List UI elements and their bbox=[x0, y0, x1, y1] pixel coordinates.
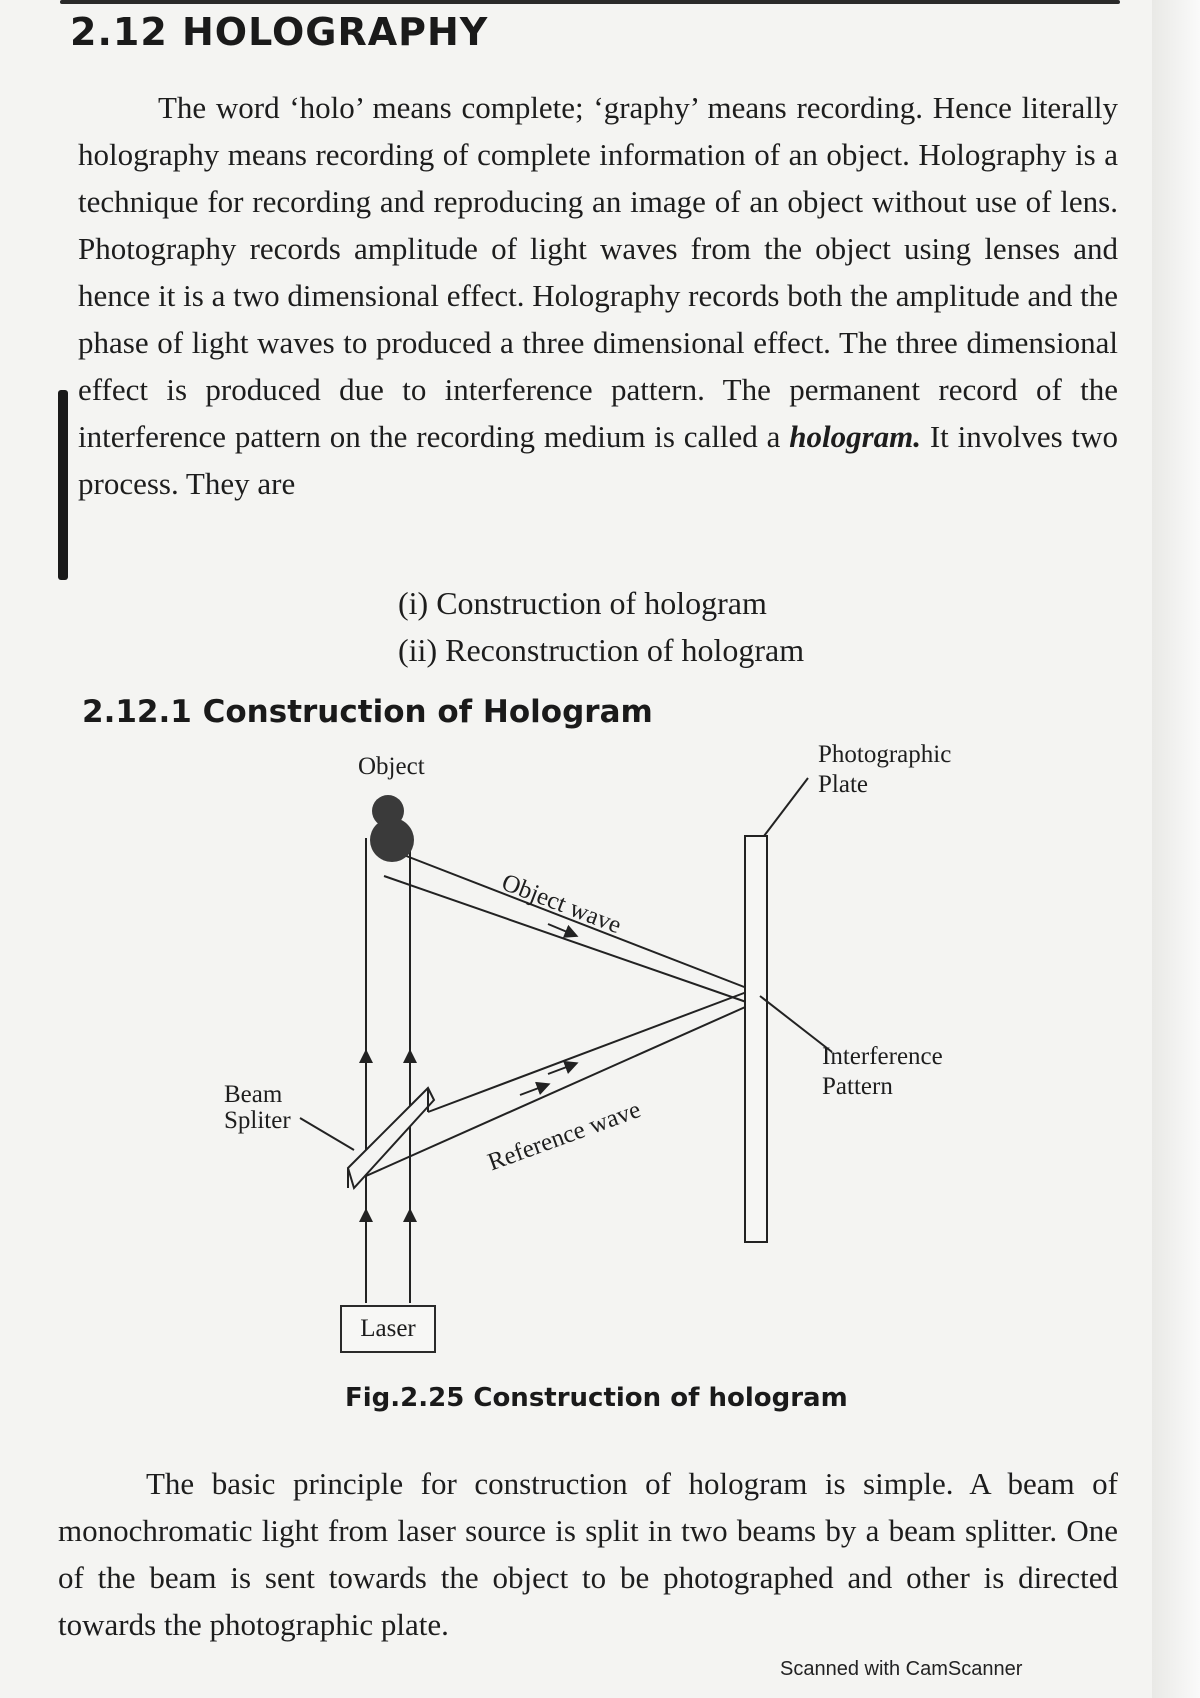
interference-label-line2: Pattern bbox=[822, 1073, 893, 1100]
process-item-construction: (i) Construction of hologram bbox=[398, 585, 767, 621]
reference-wave-beam-upper bbox=[428, 990, 752, 1112]
beam-splitter bbox=[348, 1088, 434, 1188]
splitter-label-line2: Spliter bbox=[224, 1107, 291, 1134]
closing-paragraph: The basic principle for construction of hologram is simple. A beam of monochromatic light from laser source is split in two beams by a beam splitter. One of the beam is sent towards the object to be photographed and other is directed towards the photographic plate. bbox=[58, 1466, 1118, 1642]
laser-source: Laser bbox=[340, 1305, 436, 1353]
object-label: Object bbox=[358, 753, 425, 780]
object-icon bbox=[370, 795, 414, 862]
intro-text-end: It involves two process. They are bbox=[78, 419, 1118, 501]
section-heading: 2.12 HOLOGRAPHY bbox=[70, 10, 489, 54]
splitter-label-line1: Beam bbox=[224, 1081, 283, 1108]
beam-splitter-label bbox=[224, 1082, 291, 1134]
process-item-reconstruction: (ii) Reconstruction of hologram bbox=[398, 632, 805, 668]
object-wave-arrow bbox=[548, 924, 572, 934]
plate-label-line2: Plate bbox=[818, 771, 868, 798]
scan-watermark: Scanned with CamScanner bbox=[780, 1658, 1023, 1680]
plate-label-line1: Photographic bbox=[818, 741, 952, 768]
photographic-plate bbox=[745, 836, 767, 1242]
reference-wave-label: Reference wave bbox=[484, 1096, 645, 1177]
interference-label-line1: Interference bbox=[822, 1043, 943, 1070]
subsection-heading: 2.12.1 Construction of Hologram bbox=[82, 694, 653, 730]
object-wave-label: Object wave bbox=[497, 868, 625, 940]
photographic-plate-label bbox=[818, 740, 951, 800]
figure-caption: Fig.2.25 Construction of hologram bbox=[345, 1383, 848, 1413]
splitter-leader bbox=[300, 1118, 354, 1150]
intro-text: The word ‘holo’ means complete; ‘graphy’ means recording. Hence literally holography means recording of complete information of an object. Holography is a technique for recording and reproducing an image of an object without use of lens. Photography records amplitude of light waves from the object using lenses and hence it is a two dimensional effect. Holography records both the amplitude and the phase of light waves to produced a three dimensional effect. The three dimensional effect is produced due to interference pattern. The permanent record of the interference pattern on the recording medium is called a bbox=[78, 90, 1118, 454]
plate-leader bbox=[764, 778, 808, 836]
reference-wave-arrow bbox=[520, 1086, 544, 1095]
hologram-term: hologram. bbox=[789, 419, 922, 454]
interference-pattern-label bbox=[822, 1042, 943, 1102]
